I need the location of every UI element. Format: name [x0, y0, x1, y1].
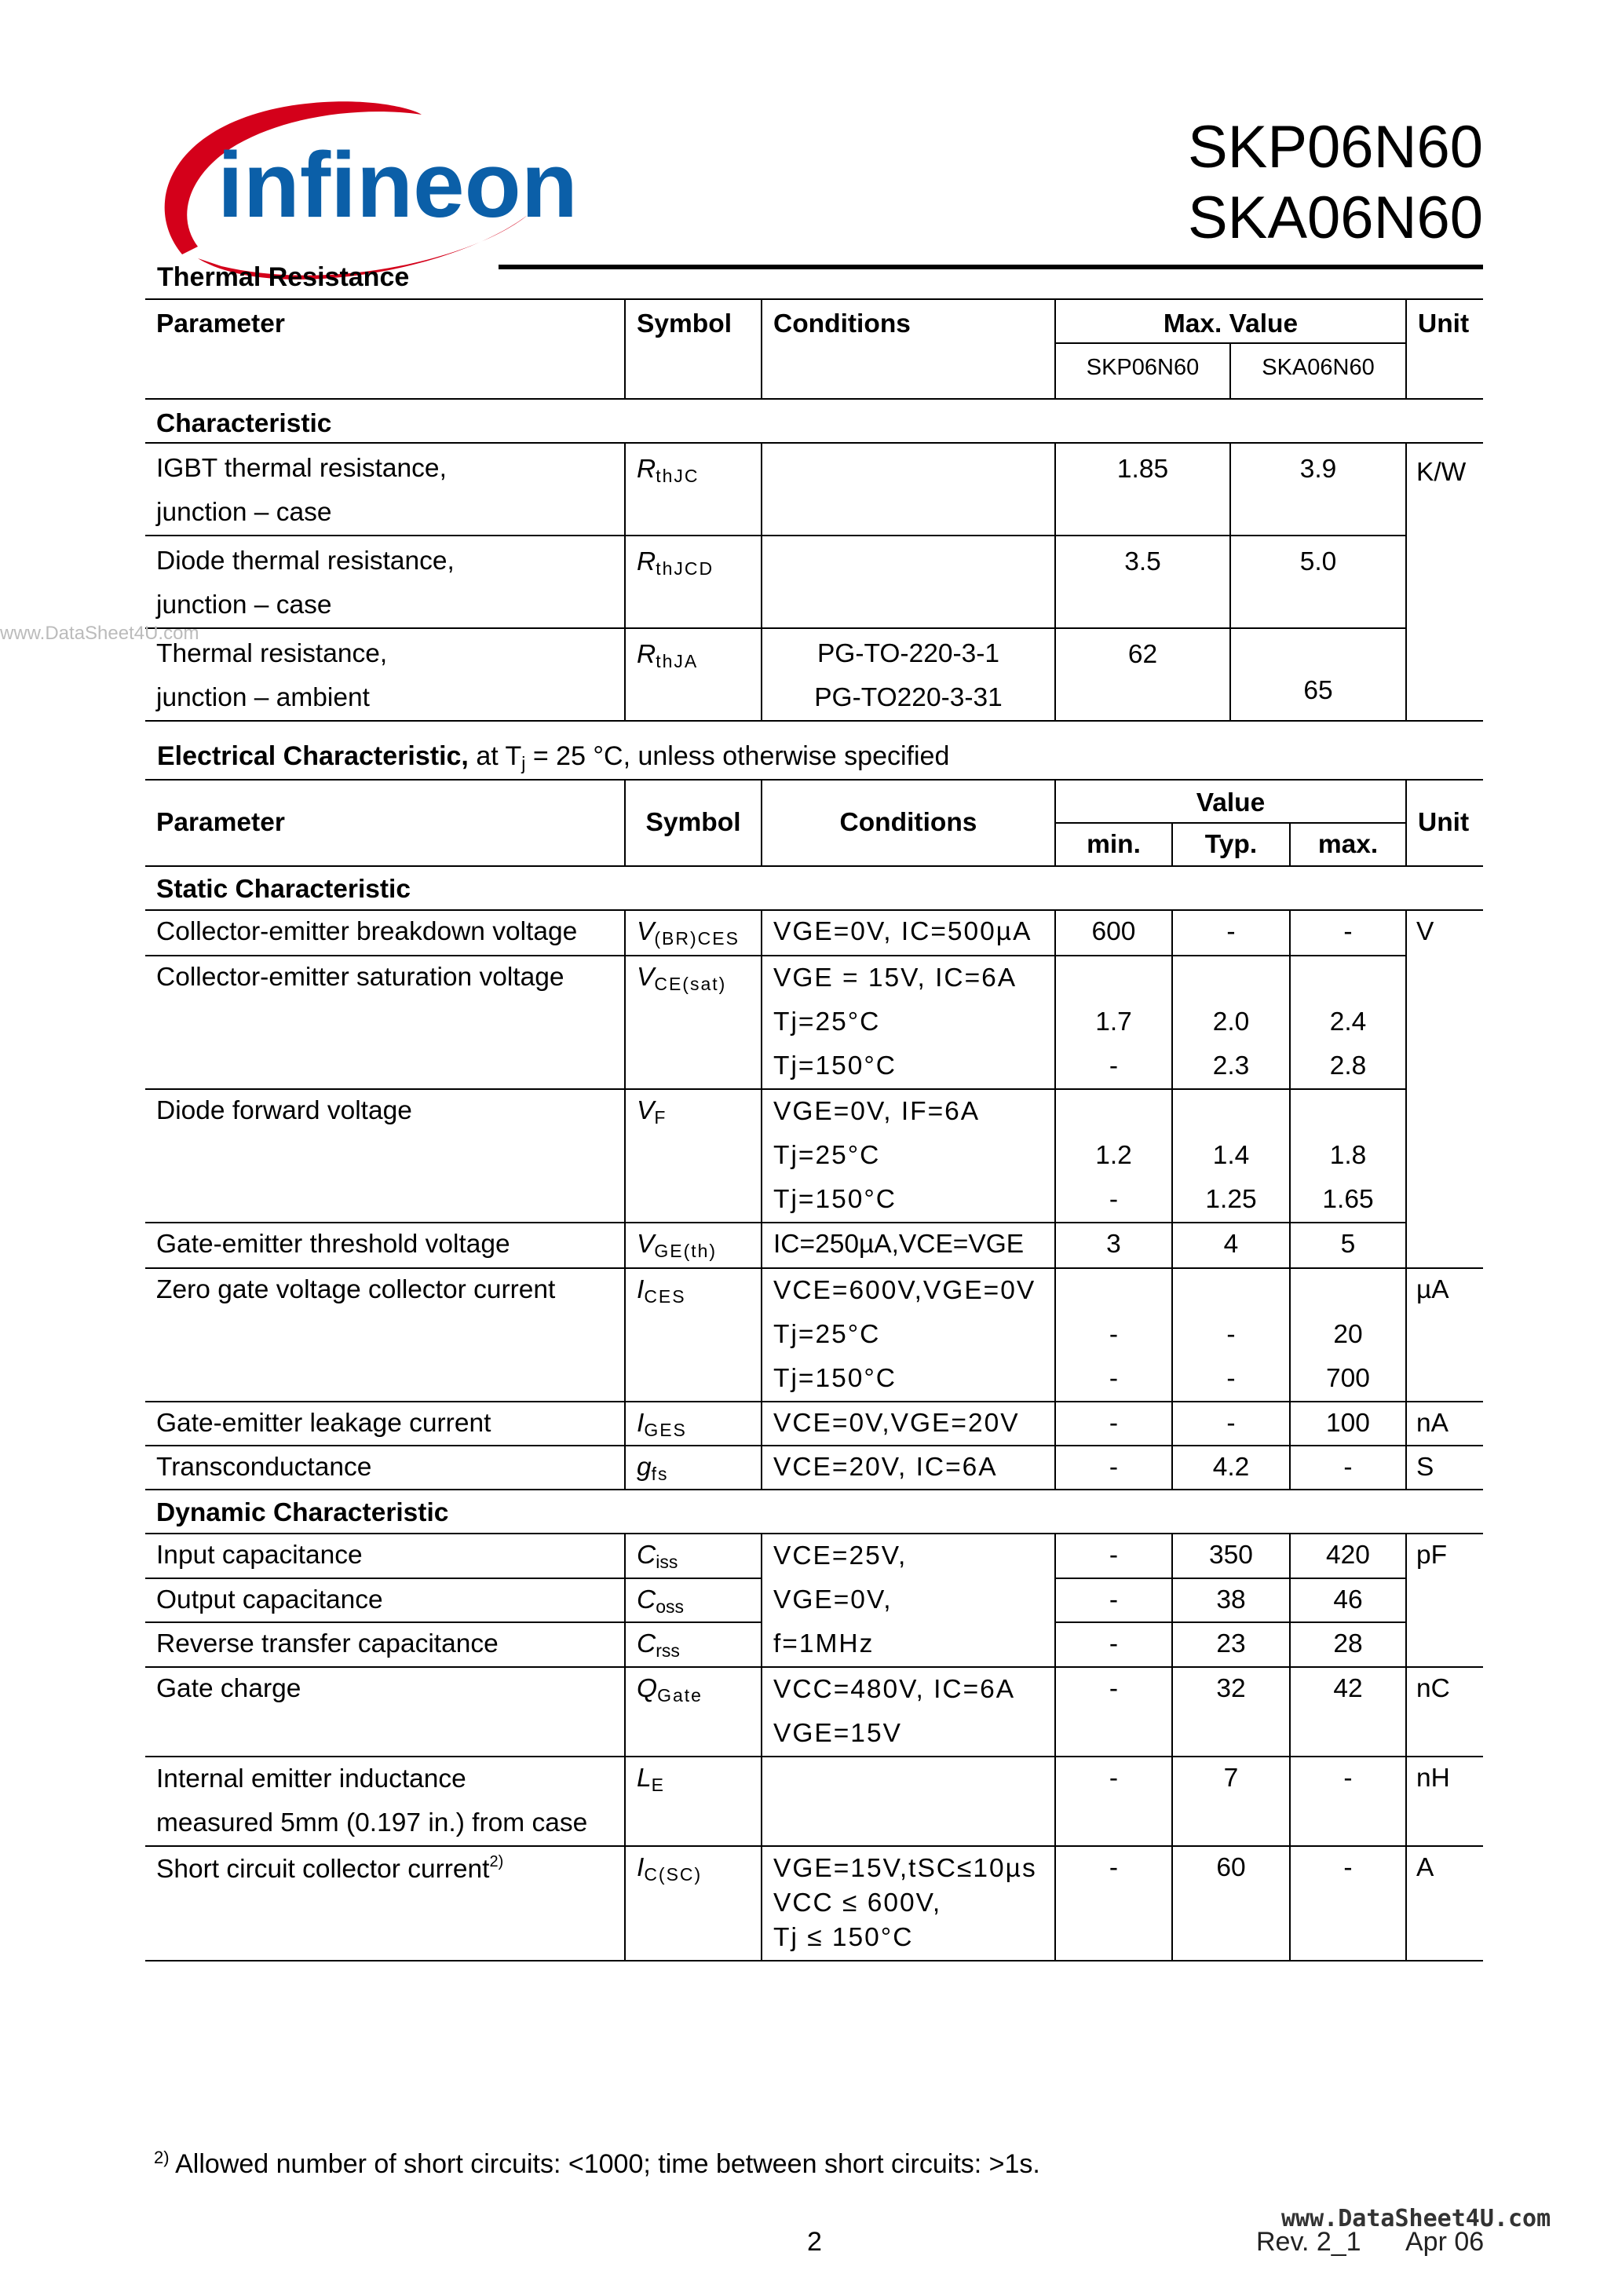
th-min: min.	[1055, 823, 1172, 866]
param-cell: Gate-emitter leakage current	[156, 1409, 491, 1438]
watermark-left: www.DataSheet4U.com	[0, 623, 199, 644]
param-cell: Collector-emitter breakdown voltage	[156, 917, 578, 946]
unit-cell: A	[1406, 1846, 1483, 1961]
value-skp: 3.5	[1055, 536, 1230, 628]
section-static: Static Characteristic	[156, 875, 411, 904]
typ-cell: -	[1172, 1402, 1290, 1446]
symbol-cell: $V_{(BR)CES}$	[625, 910, 762, 956]
footnote: $^{2)}$ Allowed number of short circuits: <1000; time between short circuits: >1s.	[154, 2148, 1040, 2179]
param-cell: Internal emitter inductance measured 5mm (0.197 in.) from case	[156, 1764, 588, 1837]
cond-cell	[762, 1757, 1055, 1846]
min-cell: -	[1055, 1757, 1172, 1846]
unit-cell: nC	[1406, 1667, 1483, 1757]
typ-cell: - -	[1172, 1268, 1290, 1402]
param-cell: Transconductance	[156, 1453, 372, 1482]
typ-cell: 60	[1172, 1846, 1290, 1961]
th-conditions: Conditions	[762, 780, 1055, 866]
logo-text: infineon	[217, 133, 578, 237]
th-typ: Typ.	[1172, 823, 1290, 866]
param-cell: Input capacitance	[156, 1541, 363, 1570]
typ-cell: 350	[1172, 1534, 1290, 1578]
cond-cell: VCE=20V, IC=6A	[762, 1446, 1055, 1490]
value-ska: 3.9	[1230, 443, 1406, 536]
max-cell: -	[1290, 1846, 1406, 1961]
min-cell: 1.7 -	[1055, 956, 1172, 1089]
min-cell: 1.2 -	[1055, 1089, 1172, 1223]
value-skp: 1.85	[1055, 443, 1230, 536]
typ-cell: 7	[1172, 1757, 1290, 1846]
max-cell: 1.8 1.65	[1290, 1089, 1406, 1223]
typ-cell: 38	[1172, 1578, 1290, 1623]
typ-cell: -	[1172, 910, 1290, 956]
cond-cell: VCC=480V, IC=6A VGE=15V	[762, 1667, 1055, 1757]
param-cell: Collector-emitter saturation voltage	[156, 963, 564, 992]
cond-cell: VCE=0V,VGE=20V	[762, 1402, 1055, 1446]
min-cell: 600	[1055, 910, 1172, 956]
section-dynamic: Dynamic Characteristic	[156, 1498, 449, 1527]
symbol-cell: $C_{rss}$	[625, 1622, 762, 1667]
max-cell: -	[1290, 910, 1406, 956]
th-value: Value	[1055, 780, 1406, 823]
infineon-logo	[151, 97, 578, 290]
cond-cell	[762, 536, 1055, 628]
cond-cell: VGE=0V, IF=6A Tj=25°C Tj=150°C	[762, 1089, 1055, 1223]
min-cell: 3	[1055, 1223, 1172, 1268]
cond-cell: VCE=600V,VGE=0V Tj=25°C Tj=150°C	[762, 1268, 1055, 1402]
cond-cell: VGE = 15V, IC=6A Tj=25°C Tj=150°C	[762, 956, 1055, 1089]
th-max-value: Max. Value	[1055, 299, 1406, 343]
unit-cell: V	[1406, 910, 1483, 1268]
date: Apr 06	[1405, 2227, 1485, 2257]
max-cell: 5	[1290, 1223, 1406, 1268]
th-symbol: Symbol	[625, 780, 762, 866]
max-cell: -	[1290, 1446, 1406, 1490]
th-unit: Unit	[1406, 299, 1483, 399]
symbol-cell: $I_{GES}$	[625, 1402, 762, 1446]
symbol-cell: $V_{GE(th)}$	[625, 1223, 762, 1268]
param-cell: Reverse transfer capacitance	[156, 1629, 499, 1659]
unit-cell: S	[1406, 1446, 1483, 1490]
electrical-title: Electrical Characteristic, at $T_j = 25$ °C, unless otherwise specified	[157, 741, 950, 773]
max-cell: 20 700	[1290, 1268, 1406, 1402]
th-unit: Unit	[1406, 780, 1483, 866]
th-parameter: Parameter	[156, 309, 285, 338]
min-cell: -	[1055, 1578, 1172, 1623]
unit-cell: nA	[1406, 1402, 1483, 1446]
watermark-footer: www.DataSheet4U.com	[1281, 2205, 1551, 2232]
symbol-cell: $L_E$	[625, 1757, 762, 1846]
max-cell: 42	[1290, 1667, 1406, 1757]
cond-cell: IC=250µA,VCE=VGE	[762, 1223, 1055, 1268]
value-ska: 65	[1230, 628, 1406, 721]
header-rule	[499, 265, 1483, 269]
param-cell: Diode forward voltage	[156, 1096, 412, 1125]
symbol-cell: $g_{fs}$	[625, 1446, 762, 1490]
section-characteristic: Characteristic	[156, 409, 332, 438]
max-cell: 420	[1290, 1534, 1406, 1578]
max-cell: 46	[1290, 1578, 1406, 1623]
cond-cell: VCE=25V, VGE=0V, f=1MHz	[762, 1534, 1055, 1667]
typ-cell: 32	[1172, 1667, 1290, 1757]
typ-cell: 2.0 2.3	[1172, 956, 1290, 1089]
cond-cell	[762, 443, 1055, 536]
symbol-cell: $R_{thJA}$	[625, 628, 762, 721]
typ-cell: 4.2	[1172, 1446, 1290, 1490]
symbol-cell: $R_{thJC}$	[625, 443, 762, 536]
max-cell: -	[1290, 1757, 1406, 1846]
unit-cell: nH	[1406, 1757, 1483, 1846]
min-cell: - -	[1055, 1268, 1172, 1402]
max-cell: 100	[1290, 1402, 1406, 1446]
cond-cell: PG-TO-220-3-1 PG-TO220-3-31	[762, 628, 1055, 721]
typ-cell: 1.4 1.25	[1172, 1089, 1290, 1223]
symbol-cell: $Q_{Gate}$	[625, 1667, 762, 1757]
typ-cell: 23	[1172, 1622, 1290, 1667]
symbol-cell: $C_{oss}$	[625, 1578, 762, 1623]
param-cell: Thermal resistance, junction – ambient	[156, 639, 388, 712]
param-cell: IGBT thermal resistance, junction – case	[156, 454, 447, 527]
thermal-title: Thermal Resistance	[157, 262, 410, 292]
min-cell: -	[1055, 1534, 1172, 1578]
unit-cell: µA	[1406, 1268, 1483, 1402]
part-number-1: SKP06N60	[1187, 114, 1483, 181]
page-number: 2	[807, 2227, 822, 2257]
value-ska: 5.0	[1230, 536, 1406, 628]
symbol-cell: $V_{CE(sat)}$	[625, 956, 762, 1089]
param-cell: Output capacitance	[156, 1585, 383, 1614]
th-symbol: Symbol	[625, 299, 762, 399]
symbol-cell: $I_{CES}$	[625, 1268, 762, 1402]
cond-cell: VGE=0V, IC=500µA	[762, 910, 1055, 956]
param-cell: Diode thermal resistance, junction – case	[156, 547, 455, 620]
th-conditions: Conditions	[762, 299, 1055, 399]
revision: Rev. 2_1	[1256, 2227, 1361, 2257]
min-cell: -	[1055, 1667, 1172, 1757]
symbol-cell: $C_{iss}$	[625, 1534, 762, 1578]
symbol-cell: $I_{C(SC)}$	[625, 1846, 762, 1961]
param-cell: Gate-emitter threshold voltage	[156, 1230, 510, 1259]
max-cell: 2.4 2.8	[1290, 956, 1406, 1089]
min-cell: -	[1055, 1846, 1172, 1961]
unit-cell: pF	[1406, 1534, 1483, 1667]
max-cell: 28	[1290, 1622, 1406, 1667]
cond-cell: VGE=15V,tSC≤10µs VCC ≤ 600V, Tj ≤ 150°C	[762, 1846, 1055, 1961]
min-cell: -	[1055, 1446, 1172, 1490]
value-skp: 62	[1055, 628, 1230, 721]
typ-cell: 4	[1172, 1223, 1290, 1268]
param-cell: Zero gate voltage collector current	[156, 1275, 556, 1304]
th-skp: SKP06N60	[1055, 343, 1230, 399]
th-parameter: Parameter	[156, 808, 285, 837]
unit-cell: K/W	[1406, 443, 1483, 721]
param-cell: Gate charge	[156, 1674, 301, 1703]
th-ska: SKA06N60	[1230, 343, 1406, 399]
electrical-table	[145, 779, 1483, 1961]
param-cell: Short circuit collector current$^{2)}$	[156, 1853, 504, 1884]
th-max: max.	[1290, 823, 1406, 866]
min-cell: -	[1055, 1402, 1172, 1446]
min-cell: -	[1055, 1622, 1172, 1667]
symbol-cell: $R_{thJCD}$	[625, 536, 762, 628]
thermal-table	[145, 298, 1483, 722]
part-number-2: SKA06N60	[1187, 185, 1483, 251]
symbol-cell: $V_F$	[625, 1089, 762, 1223]
